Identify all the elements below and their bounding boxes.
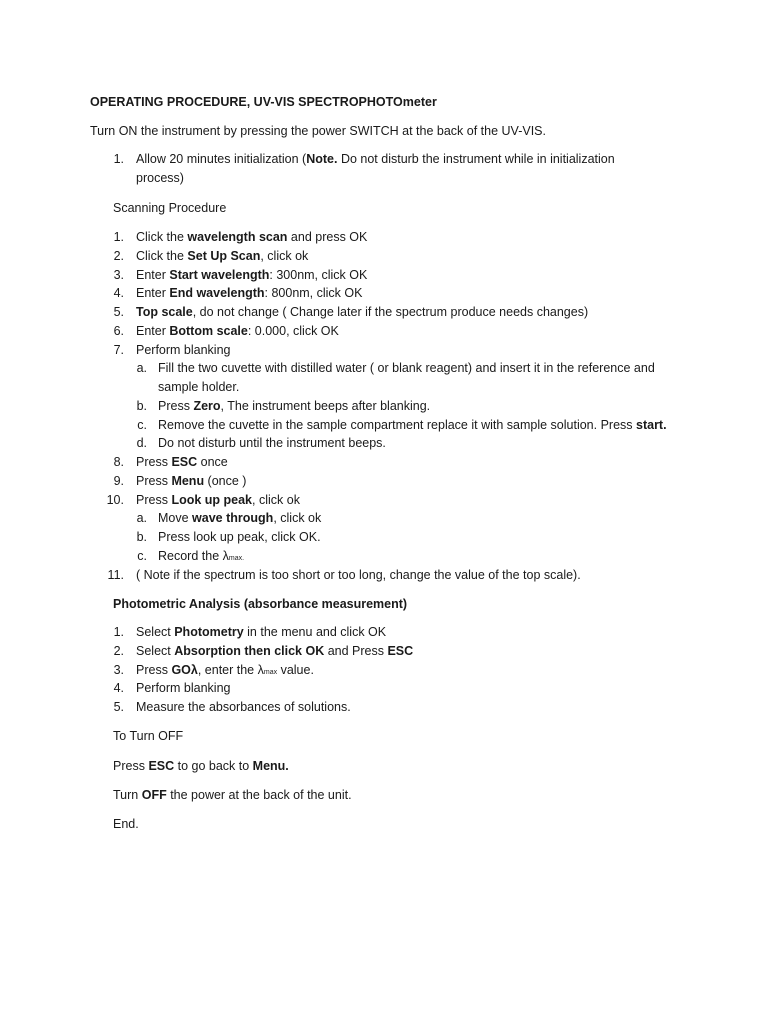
step-text	[136, 323, 339, 339]
text-segment: to go back to	[174, 759, 253, 773]
text-segment: in the menu and click OK	[243, 625, 387, 639]
text-segment: Click the	[136, 230, 188, 244]
photometric-heading: Photometric Analysis (absorbance measurement)	[113, 597, 408, 611]
step-text	[136, 492, 300, 508]
text-segment: once	[197, 455, 228, 469]
text-segment: Start wavelength	[169, 267, 270, 282]
text-segment: wavelength scan	[187, 230, 288, 244]
text-segment: Absorption then click OK	[174, 643, 325, 658]
sub-step-letter: c.	[137, 548, 147, 563]
turn-off-heading: To Turn OFF	[113, 729, 184, 743]
text-segment: Press	[136, 473, 172, 488]
text-segment: and press OK	[287, 230, 368, 244]
text-segment: Set Up Scan	[187, 248, 261, 263]
step-text	[136, 643, 413, 659]
text-segment: Menu	[171, 473, 205, 488]
sub-step-letter: a.	[136, 511, 147, 526]
sub-step-text	[158, 510, 321, 526]
step-text	[136, 662, 314, 681]
document-title: OPERATING PROCEDURE, UV-VIS SPECTROPHOTOmeter	[90, 95, 437, 109]
text-segment: ESC	[171, 455, 198, 469]
text-segment: Press	[136, 662, 172, 677]
text-segment: Press look up peak, click OK.	[158, 530, 321, 544]
text-segment: Photometry	[174, 625, 244, 639]
text-segment: Record the λ	[158, 548, 229, 563]
sub-step-text	[158, 360, 655, 376]
text-segment: , click ok	[252, 492, 300, 507]
text-segment: Select	[136, 625, 175, 639]
sub-step-text	[158, 548, 244, 567]
text-segment: Press	[158, 398, 194, 413]
step-number: 6.	[113, 323, 124, 338]
text-segment: the power at the back of the unit.	[166, 788, 352, 802]
sub-step-letter: d.	[136, 436, 147, 451]
intro-paragraph: Turn ON the instrument by pressing the power SWITCH at the back of the UV-VIS.	[90, 124, 546, 138]
step-number: 3.	[113, 267, 124, 282]
text-segment: sample holder.	[158, 380, 240, 394]
text-segment: Perform blanking	[136, 681, 231, 696]
text-segment: , The instrument beeps after blanking.	[220, 398, 431, 413]
text-segment: Look up peak	[171, 492, 253, 507]
text-segment: : 0.000, click OK	[247, 323, 339, 338]
step-number: 2.	[113, 248, 124, 263]
text-segment: ESC	[387, 643, 414, 658]
step-text	[136, 624, 386, 640]
step-number: 5.	[113, 700, 124, 714]
power-off-instruction	[113, 787, 352, 803]
init-item-line	[136, 170, 184, 186]
step-text	[136, 285, 362, 301]
text-segment: Menu.	[252, 759, 289, 773]
step-number: 2.	[113, 643, 124, 658]
text-segment: , do not change ( Change later if the spectrum produce needs changes)	[192, 305, 589, 319]
text-segment: Turn	[113, 788, 142, 802]
step-text	[136, 473, 246, 489]
text-segment: , click ok	[273, 511, 322, 526]
step-number: 7.	[113, 342, 124, 357]
step-text	[136, 267, 367, 283]
text-segment: (once )	[204, 473, 247, 488]
step-number: 4.	[113, 681, 124, 696]
text-segment: Press	[136, 455, 172, 469]
text-segment: Top scale	[136, 305, 193, 319]
sub-step-letter: b.	[136, 398, 147, 413]
step-text	[136, 304, 588, 320]
text-segment: ( Note if the spectrum is too short or too long, change the value of the top scale).	[136, 567, 581, 582]
text-segment: Zero	[193, 398, 221, 413]
text-segment: Do not disturb the instrument while in initialization	[337, 152, 615, 166]
text-segment: Press	[113, 759, 149, 773]
sub-step-letter: c.	[137, 417, 147, 432]
sub-step-text	[158, 398, 430, 414]
step-number: 1.	[113, 625, 124, 639]
turn-off-instruction	[113, 758, 289, 774]
step-text	[136, 342, 231, 358]
sub-step-text	[158, 417, 667, 433]
text-segment: start.	[636, 417, 667, 432]
step-text	[136, 229, 367, 245]
text-segment: Click the	[136, 248, 188, 263]
text-segment: Bottom scale	[169, 323, 248, 338]
step-number: 10.	[106, 492, 124, 507]
text-segment: , enter the λ	[197, 662, 264, 677]
text-segment: : 300nm, click OK	[269, 267, 368, 282]
text-segment: value.	[277, 662, 314, 677]
sub-step-text	[158, 435, 386, 451]
sub-step-letter: a.	[136, 361, 147, 376]
step-text	[136, 699, 351, 715]
text-segment: Enter	[136, 323, 170, 338]
text-segment: : 800nm, click OK	[264, 286, 363, 301]
step-number: 3.	[113, 662, 124, 677]
sub-step-letter: b.	[136, 530, 147, 544]
text-segment: Perform blanking	[136, 342, 231, 357]
text-segment: max.	[228, 554, 245, 562]
text-segment: Measure the absorbances of solutions.	[136, 700, 351, 714]
sub-step-text	[158, 529, 321, 545]
step-number: 5.	[113, 305, 124, 319]
text-segment: OFF	[141, 788, 167, 802]
text-segment: Do not disturb until the instrument beeps.	[158, 436, 386, 451]
step-text	[136, 567, 581, 583]
init-item-number: 1.	[113, 152, 124, 166]
step-number: 1.	[113, 230, 124, 244]
text-segment: Enter	[136, 267, 170, 282]
text-segment: Select	[136, 643, 175, 658]
text-segment: End wavelength	[169, 286, 265, 301]
text-segment: Enter	[136, 286, 170, 301]
init-item-line	[136, 151, 615, 167]
text-segment: Note.	[306, 152, 338, 166]
scanning-heading: Scanning Procedure	[113, 201, 227, 215]
end-text: End.	[113, 817, 139, 831]
text-segment: Remove the cuvette in the sample compartment replace it with sample solution. Press	[158, 417, 636, 432]
text-segment: Fill the two cuvette with distilled water ( or blank reagent) and insert it in the reference and	[158, 361, 655, 376]
text-segment: Move	[158, 511, 193, 526]
sub-step-text	[158, 379, 239, 395]
text-segment: Allow 20 minutes initialization (	[136, 152, 307, 166]
text-segment: ESC	[148, 759, 175, 773]
step-text	[136, 680, 231, 696]
step-number: 8.	[113, 455, 124, 469]
text-segment: , click ok	[260, 248, 309, 263]
text-segment: and Press	[324, 643, 388, 658]
text-segment: wave through	[192, 511, 274, 526]
text-segment: max	[263, 668, 278, 676]
text-segment: process)	[136, 171, 184, 185]
text-segment: GOλ	[171, 662, 198, 677]
text-segment: Press	[136, 492, 172, 507]
step-number: 9.	[113, 473, 124, 488]
step-number: 11.	[107, 567, 124, 582]
step-text	[136, 248, 308, 264]
step-number: 4.	[113, 286, 124, 301]
step-text	[136, 454, 228, 470]
